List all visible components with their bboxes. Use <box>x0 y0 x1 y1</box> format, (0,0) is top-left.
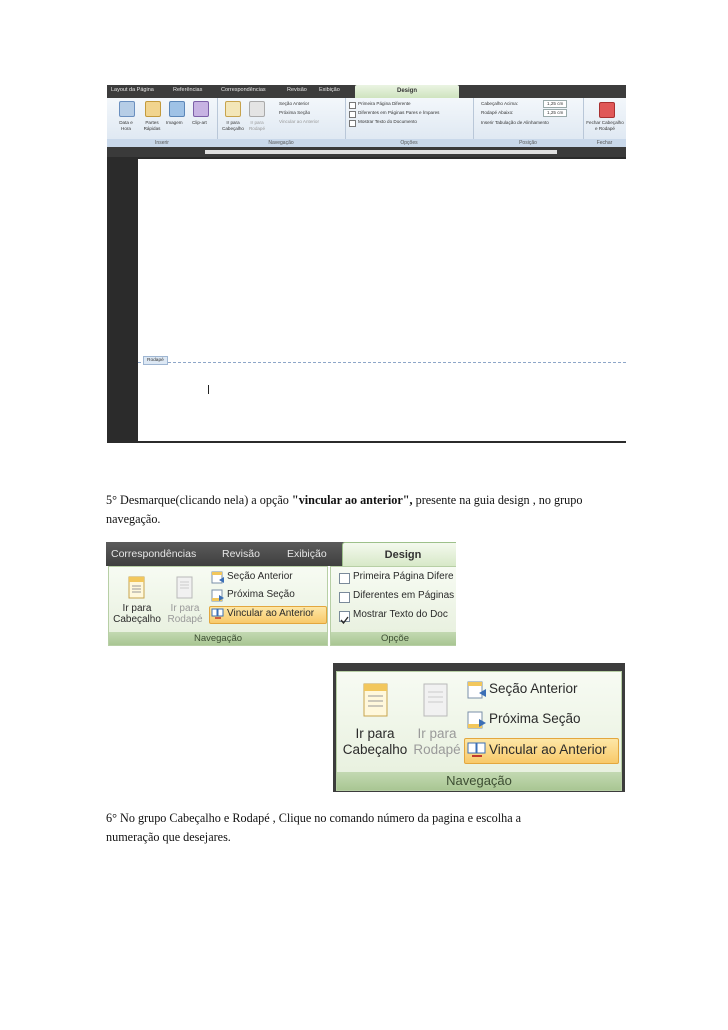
odd-even-checkbox[interactable] <box>349 111 356 118</box>
link-to-previous-button[interactable]: Vincular ao Anterior <box>227 608 315 619</box>
group-opcoes <box>330 566 456 646</box>
footer-tag: Rodapé <box>143 356 168 365</box>
ribbon-crop-navegacao-zoom <box>333 663 625 792</box>
previous-section-button[interactable]: Seção Anterior <box>279 101 310 106</box>
tab-referencias[interactable]: Referências <box>173 87 203 93</box>
next-section-icon <box>211 589 225 602</box>
go-to-footer-label: Ir para Rodapé <box>413 726 461 757</box>
next-section-button[interactable]: Próxima Seção <box>279 110 311 115</box>
close-header-footer-button[interactable]: Fechar Cabeçalho e Rodapé <box>586 120 624 131</box>
header-position-label: Cabeçalho Acima: <box>481 101 519 106</box>
link-to-previous-icon <box>467 742 487 759</box>
go-to-header-button[interactable] <box>111 603 163 625</box>
go-to-header-icon <box>361 680 391 718</box>
go-to-header-label: Ir para Cabeçalho <box>113 603 161 625</box>
picture-icon <box>169 101 185 117</box>
header-position-input[interactable]: 1,25 cm <box>543 100 567 108</box>
step-5-suffix: presente na guia design , no grupo navegação. <box>106 493 583 526</box>
go-to-footer-button[interactable] <box>409 726 465 758</box>
previous-section-icon <box>211 571 225 584</box>
text-cursor <box>208 385 209 394</box>
group-inserir <box>107 98 218 147</box>
group-label: Inserir <box>107 139 217 147</box>
show-text-label: Mostrar Texto do Documento <box>358 119 417 124</box>
tab-design[interactable]: Design <box>355 85 459 98</box>
show-text-label: Mostrar Texto do Doc <box>353 609 448 620</box>
step-5-bold: "vincular ao anterior", <box>291 493 413 507</box>
first-page-checkbox[interactable] <box>339 573 350 584</box>
tab-exibicao[interactable]: Exibição <box>287 548 327 560</box>
tab-design[interactable]: Design <box>342 542 456 567</box>
go-to-header-label: Ir para Cabeçalho <box>342 726 408 757</box>
footer-position-label: Rodapé Abaixo: <box>481 110 514 115</box>
clip-art-button[interactable]: Clip-art <box>192 120 207 125</box>
step-5-prefix: 5° Desmarque(clicando nela) a opção <box>106 493 292 507</box>
insert-alignment-tab-button[interactable]: Inserir Tabulação de Alinhamento <box>481 120 549 125</box>
go-to-footer-button[interactable] <box>163 603 207 625</box>
tab-layout-da-pagina[interactable]: Layout da Página <box>111 87 154 93</box>
quick-parts-icon <box>145 101 161 117</box>
tab-revisao[interactable]: Revisão <box>222 548 260 560</box>
group-fechar <box>583 98 626 147</box>
group-label: Fechar <box>583 139 626 147</box>
tab-correspondencias[interactable]: Correspondências <box>111 548 197 560</box>
odd-even-checkbox[interactable] <box>339 592 350 603</box>
show-text-checkbox[interactable] <box>349 120 356 127</box>
tab-correspondencias[interactable]: Correspondências <box>221 87 266 93</box>
next-section-button[interactable]: Próxima Seção <box>489 711 581 726</box>
previous-section-button[interactable]: Seção Anterior <box>227 571 293 582</box>
picture-button[interactable]: Imagem <box>166 120 183 125</box>
previous-section-button[interactable]: Seção Anterior <box>489 681 578 696</box>
group-label-navegacao: Navegação <box>109 632 327 645</box>
first-page-label: Primeira Página Difere <box>353 571 454 582</box>
go-to-footer-icon <box>249 101 265 117</box>
step-6-paragraph: 6° No grupo Cabeçalho e Rodapé , Clique no comando número da pagina e escolha a numeração que desejares. <box>106 811 522 844</box>
odd-even-label: Diferentes em Páginas Pares e Ímpares <box>358 110 440 115</box>
tab-revisao[interactable]: Revisão <box>287 87 307 93</box>
close-icon <box>599 102 615 118</box>
link-to-previous-button[interactable]: Vincular ao Anterior <box>279 119 320 124</box>
next-section-icon <box>467 711 487 729</box>
group-label: Opções <box>345 139 473 147</box>
next-section-button[interactable]: Próxima Seção <box>227 589 295 600</box>
group-posicao <box>473 98 584 147</box>
link-to-previous-icon <box>211 608 225 620</box>
first-page-label: Primeira Página Diferente <box>358 101 411 106</box>
word-header-footer-screenshot <box>107 85 626 443</box>
tab-exibicao[interactable]: Exibição <box>319 87 340 93</box>
go-to-footer-button[interactable]: Ir para Rodapé <box>248 120 266 131</box>
link-to-previous-button[interactable]: Vincular ao Anterior <box>489 742 607 757</box>
go-to-footer-icon <box>175 574 195 600</box>
show-text-checkbox[interactable] <box>339 611 350 622</box>
clip-art-icon <box>193 101 209 117</box>
quick-parts-button[interactable]: Partes Rápidas <box>143 120 161 131</box>
go-to-header-icon <box>127 574 147 600</box>
group-navegacao <box>336 671 622 791</box>
previous-section-icon <box>467 681 487 699</box>
group-label-navegacao: Navegação <box>337 772 621 790</box>
document-page[interactable] <box>138 159 626 441</box>
footer-position-input[interactable]: 1,25 cm <box>543 109 567 117</box>
go-to-header-button[interactable]: Ir para Cabeçalho <box>222 120 244 131</box>
go-to-footer-icon <box>421 680 451 718</box>
checkmark-icon <box>340 616 349 625</box>
ruler <box>107 147 626 157</box>
ribbon-crop-design-tab <box>106 542 456 646</box>
odd-even-label: Diferentes em Páginas <box>353 590 455 601</box>
group-label-opcoes: Opçõe <box>331 632 456 645</box>
step-5-paragraph <box>106 491 626 529</box>
group-navegacao <box>217 98 346 147</box>
go-to-footer-label: Ir para Rodapé <box>167 603 203 625</box>
date-time-icon <box>119 101 135 117</box>
footer-boundary <box>138 362 626 363</box>
go-to-header-button[interactable] <box>339 726 411 758</box>
group-label: Posição <box>473 139 583 147</box>
group-label: Navegação <box>217 139 345 147</box>
go-to-header-icon <box>225 101 241 117</box>
first-page-checkbox[interactable] <box>349 102 356 109</box>
date-time-button[interactable]: Data e Hora <box>119 120 133 131</box>
group-navegacao <box>108 566 328 646</box>
group-opcoes <box>345 98 474 147</box>
